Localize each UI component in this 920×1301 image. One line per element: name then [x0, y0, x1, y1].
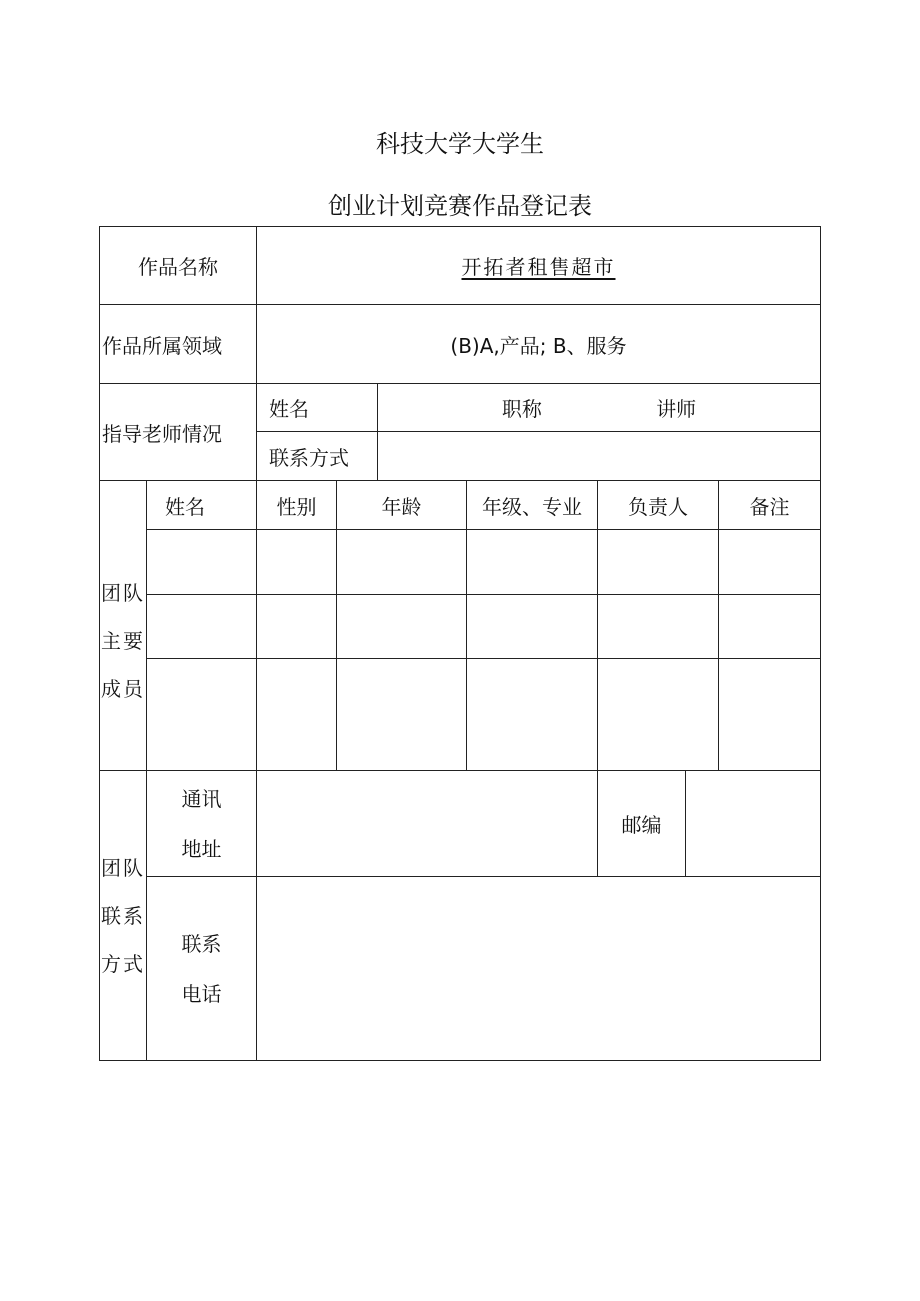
member-cell[interactable] — [257, 659, 337, 771]
advisor-name-label: 姓名 — [257, 384, 378, 432]
member-cell[interactable] — [467, 530, 598, 595]
address-line1: 通讯 — [181, 786, 222, 811]
address-label — [147, 771, 257, 877]
field-value[interactable]: (B)A,产品; B、服务 — [257, 305, 821, 384]
advisor-label: 指导老师情况 — [100, 384, 257, 481]
member-cell[interactable] — [147, 659, 257, 771]
member-cell[interactable] — [337, 595, 467, 659]
member-cell[interactable] — [719, 595, 821, 659]
contact-label-line1: 团队 — [101, 855, 145, 880]
work-name-value[interactable] — [257, 227, 821, 305]
team-members-label — [100, 481, 147, 771]
member-cell[interactable] — [257, 595, 337, 659]
member-cell[interactable] — [147, 530, 257, 595]
header-leader: 负责人 — [598, 481, 719, 530]
advisor-title-label: 职称 — [501, 397, 542, 421]
form-title-line2: 创业计划竞赛作品登记表 — [328, 192, 592, 220]
member-cell[interactable] — [337, 659, 467, 771]
header-age: 年龄 — [337, 481, 467, 530]
member-cell[interactable] — [598, 595, 719, 659]
member-cell[interactable] — [719, 659, 821, 771]
member-cell[interactable] — [147, 595, 257, 659]
phone-value[interactable] — [257, 877, 821, 1061]
phone-label — [147, 877, 257, 1061]
work-name-text: 开拓者租售超市 — [461, 255, 616, 279]
header-grade-major: 年级、专业 — [467, 481, 598, 530]
member-cell[interactable] — [719, 530, 821, 595]
member-cell[interactable] — [467, 659, 598, 771]
contact-label-line3: 方式 — [101, 951, 145, 976]
advisor-contact-label: 联系方式 — [257, 432, 378, 481]
team-label-line3: 成员 — [101, 676, 145, 701]
team-label-line1: 团队 — [101, 580, 145, 605]
team-contact-label — [100, 771, 147, 1061]
address-line2: 地址 — [181, 836, 222, 861]
contact-label-line2: 联系 — [101, 903, 145, 928]
header-gender: 性别 — [257, 481, 337, 530]
member-cell[interactable] — [598, 530, 719, 595]
member-cell[interactable] — [598, 659, 719, 771]
postcode-label: 邮编 — [598, 771, 686, 877]
header-name: 姓名 — [147, 481, 257, 530]
work-name-label: 作品名称 — [100, 227, 257, 305]
advisor-contact-value[interactable] — [378, 432, 821, 481]
phone-line2: 电话 — [181, 981, 222, 1006]
phone-line1: 联系 — [181, 931, 222, 956]
address-value[interactable] — [257, 771, 598, 877]
field-label: 作品所属领域 — [100, 305, 257, 384]
registration-table — [99, 226, 821, 1061]
team-label-line2: 主要 — [101, 628, 145, 653]
advisor-title-value: 讲师 — [656, 397, 697, 421]
member-cell[interactable] — [257, 530, 337, 595]
member-cell[interactable] — [467, 595, 598, 659]
postcode-value[interactable] — [686, 771, 821, 877]
form-title-line1: 科技大学大学生 — [376, 130, 544, 158]
advisor-name-value[interactable] — [378, 384, 821, 432]
member-cell[interactable] — [337, 530, 467, 595]
header-notes: 备注 — [719, 481, 821, 530]
